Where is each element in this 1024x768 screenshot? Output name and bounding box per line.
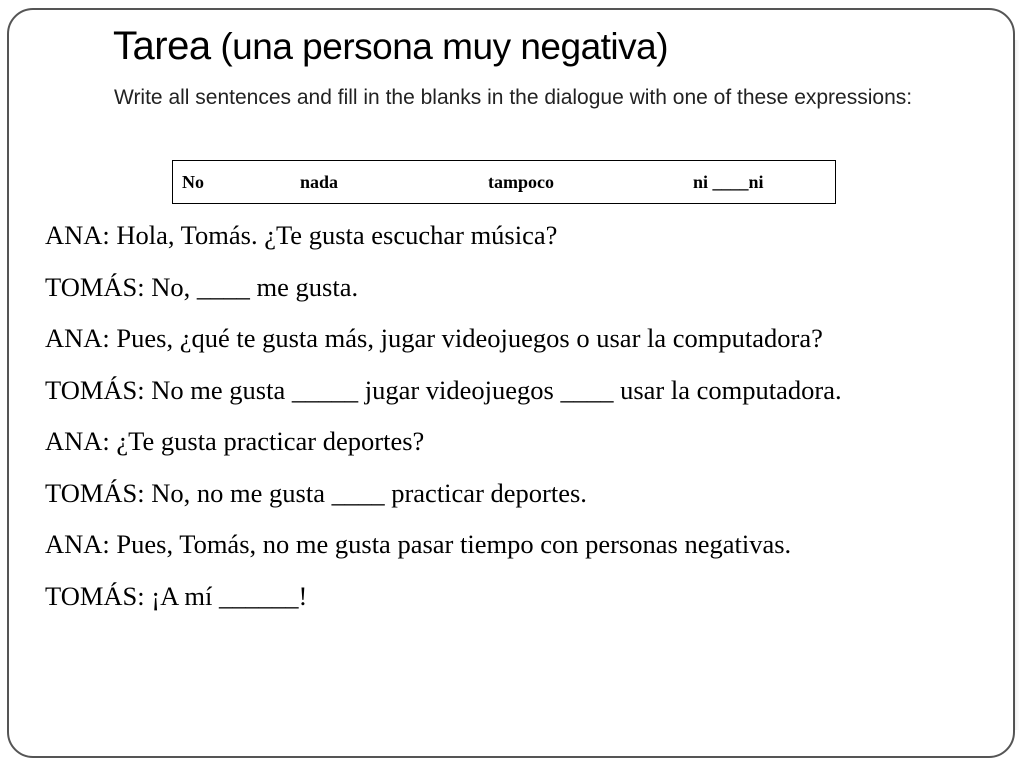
dialogue-line: TOMÁS: ¡A mí ______! <box>45 580 308 611</box>
word-bank-item: No <box>182 172 204 192</box>
dialogue-line: ANA: Pues, Tomás, no me gusta pasar tiempo con personas negativas. <box>45 529 792 559</box>
instructions-text: Write all sentences and fill in the blanks in the dialogue with one of these expressions: <box>114 86 913 109</box>
word-bank-item: tampoco <box>488 172 554 192</box>
slide-title <box>113 24 668 68</box>
frame-shadow <box>1014 40 1020 730</box>
dialogue-list <box>45 214 995 626</box>
dialogue-line: ANA: Pues, ¿qué te gusta más, jugar videojuegos o usar la computadora? <box>45 323 823 353</box>
word-bank-box <box>172 160 836 204</box>
dialogue-line: ANA: Hola, Tomás. ¿Te gusta escuchar música? <box>45 220 558 250</box>
dialogue-line: ANA: ¿Te gusta practicar deportes? <box>45 426 425 456</box>
dialogue-line: TOMÁS: No, ____ me gusta. <box>45 271 359 302</box>
title-subtitle: (una persona muy negativa) <box>220 26 669 67</box>
dialogue-line: TOMÁS: No me gusta _____ jugar videojuegos ____ usar la computadora. <box>45 374 842 405</box>
word-bank-item: nada <box>300 172 339 192</box>
word-bank-item: ni ____ni <box>693 172 764 192</box>
dialogue-line: TOMÁS: No, no me gusta ____ practicar deportes. <box>45 477 587 508</box>
title-main: Tarea <box>113 24 211 68</box>
